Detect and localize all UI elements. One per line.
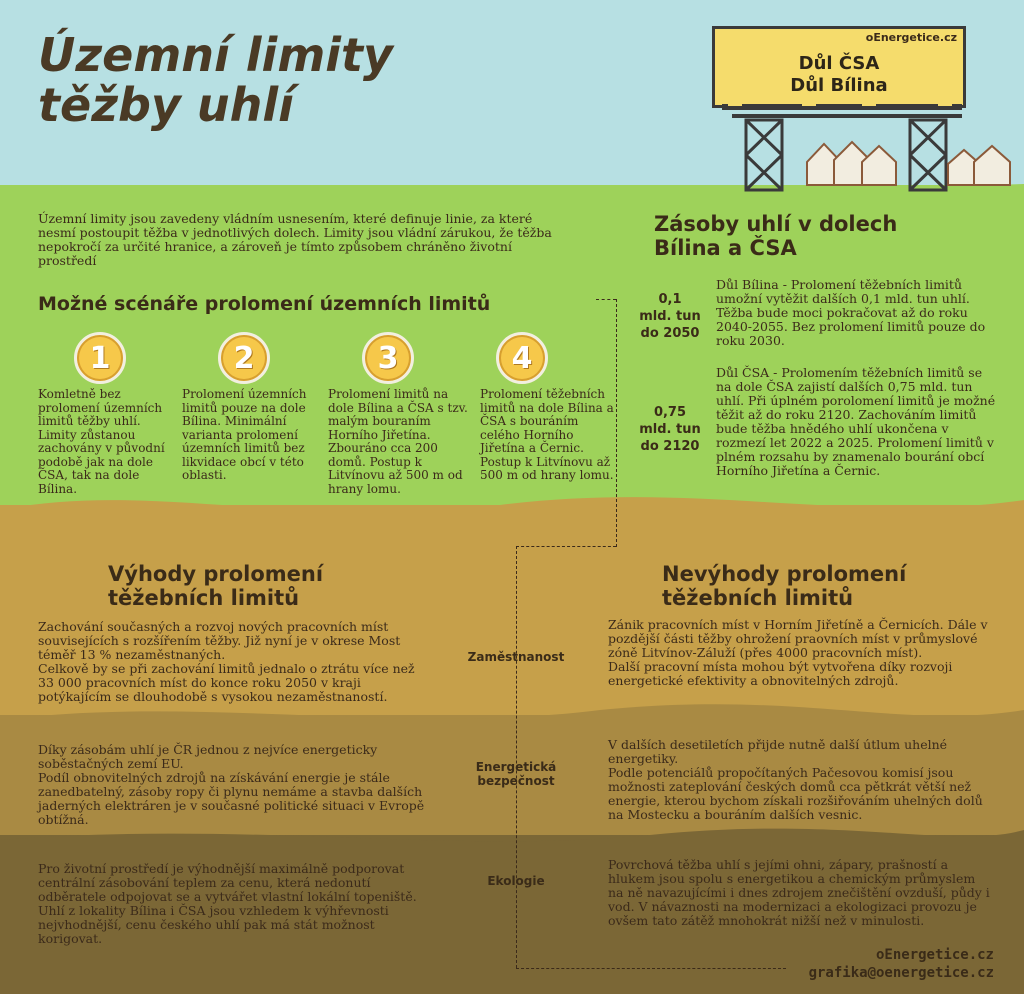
disadvantages-heading-line-1: Nevýhody prolomení [662,562,907,586]
advantages-heading [108,562,368,610]
category-energy-security-line-2: bezpečnost [477,774,555,788]
connector-bottom [516,968,786,969]
connector-horizontal [516,546,616,547]
scenario-4-badge: 4 [496,332,548,384]
title-line-1: Územní limity [38,28,393,82]
disadvantages-heading [662,562,962,610]
billboard-site: oEnergetice.cz [865,31,957,44]
intro-text: Územní limity jsou zavedeny vládním usnesením, které definuje linie, za které nesmí postoupit těžba v jednotlivých dolech. Limity jsou vládní zárukou, že těžba nepokročí za určité hranice, a zároveň je tímto způsobem chráněno životní prostředí [38,211,552,268]
scenario-1-badge: 1 [74,332,126,384]
billboard-mines [715,53,963,97]
reserve-csa-amount [630,404,710,455]
reserve-bilina-amount-line-3: do 2050 [640,326,700,341]
advantages-employment: Zachování současných a rozvoj nových pracovních míst souvisejících s rozšířením těžby. Již nyní je v okrese Most téměř 13 % nezaměstnaných. Celkově by se při zachování limitů jednalo o ztrátu více než 33 000 pracovních míst do konce roku 2050 v kraji potýkajícím se dlouhodobě s vysokou nezaměstnaností. [38,619,415,704]
reserve-bilina-amount-line-1: 0,1 [658,292,682,307]
advantages-heading-line-2: těžebních limitů [108,586,300,610]
billboard-line-1: Důl ČSA [798,53,880,74]
scenarios-connector [596,299,616,300]
page-title [38,30,393,130]
reserve-csa-amount-line-1: 0,75 [653,405,687,420]
footer-site: oEnergetice.cz [875,947,994,963]
footer-email: grafika@oenergetice.cz [808,965,994,981]
advantages-security: Díky zásobám uhlí je ČR jednou z nejvíce energeticky soběstačných zemí EU. Podíl obnovitelných zdrojů na získávání energie je stále zanedbatelný, zásoby ropy či plynu nemáme a stavba dalších jaderných elektráren je v současné politické situaci v Evropě obtížná. [38,742,425,827]
disadvantages-ecology: Povrchová těžba uhlí s jejími ohni, zápary, prašností a hlukem jsou spolu s energetikou a chemickým průmyslem na ně navazujícími i dnes zdrojem znečištění ovzduší, půdy i vod. V návaznosti na modernizaci a ekologizaci provozu je ovšem tato zátěž mnohokrát nižší než v minulosti. [608,857,990,928]
reserve-csa-amount-line-3: do 2120 [640,439,700,454]
scenario-1-text: Komletně bez prolomení územních limitů těžby uhlí. Limity zůstanou zachovány v původní podobě jak na dole ČSA, tak na dole Bílina. [38,387,165,496]
billboard-stand-and-houses [712,100,1022,192]
category-employment: Zaměstnanost [467,650,565,664]
scenario-3-text: Prolomení limitů na dole Bílina a ČSA s tzv. malým bouraním Horního Jiřetína. Zbouráno cca 200 domů. Postup k Litvínovu až 500 m od hrany lomu. [328,387,468,496]
category-energy-security [446,760,586,788]
category-ecology: Ekologie [487,874,545,888]
category-energy-security-line-1: Energetická [475,760,557,774]
scenarios-heading: Možné scénáře prolomení územních limitů [38,293,491,315]
billboard [712,26,966,108]
connector-vertical-right [616,299,617,547]
reserve-csa-amount-line-2: mld. tun [639,422,701,437]
title-line-2: těžby uhlí [38,78,294,132]
advantages-heading-line-1: Výhody prolomení [108,562,324,586]
reserve-bilina-text: Důl Bílina - Prolomení těžebních limitů umožní vytěžit dalších 0,1 mld. tun uhlí. Těžba bude moci pokračovat až do roku 2040-2055. Bez prolomení limitů pouze do roku 2030. [716,277,986,348]
disadvantages-employment: Zánik pracovních míst v Horním Jiřetíně a Černicích. Dále v pozdější části těžby ohrožení praovních míst v průmyslové zóně Litvínov-Záluží (přes 4000 pracovních míst). Další pracovní místa mohou být vytvořena díky rozvoji energetické efektivity a obnovitelných zdrojů. [608,617,988,688]
reserve-bilina-amount-line-2: mld. tun [639,309,701,324]
scenario-3-badge: 3 [362,332,414,384]
disadvantages-security: V dalších desetiletích přijde nutně další útlum uhelné energetiky. Podle potenciálů propočítaných Pačesovou komisí jsou možnosti zateplování českých domů cca pětkrát větší než energie, kterou bychom získali rozšiřováním uhelných dolů na Mostecku a bouráním dalších vesnic. [608,737,983,822]
footer-credits [809,946,994,982]
reserve-csa-text: Důl ČSA - Prolomením těžebních limitů se na dole ČSA zajistí dalších 0,75 mld. tun uhlí. Při úplném porolomení limitů je možné těžit až do roku 2120. Zachováním limitů bude těžba hnědého uhlí ukončena v rozmezí let 2022 a 2025. Prolomení limitů v plném rozsahu by znamenalo bourání obcí Horního Jiřetína a Černic. [716,365,996,478]
scenario-2-text: Prolomení územních limitů pouze na dole Bílina. Minimální varianta prolomení územních limitů bez likvidace obcí v této oblasti. [182,387,307,482]
disadvantages-heading-line-2: těžebních limitů [662,586,854,610]
advantages-ecology: Pro životní prostředí je výhodnější maximálně podporovat centrální zásobování teplem za cenu, která nedonutí odběratele odpojovat se a vytvářet vlastní lokální topeniště. Uhlí z lokality Bílina i ČSA jsou vzhledem k výhřevnosti nejvhodnější, cenu českého uhlí pak má stát možnost korigovat. [38,861,417,946]
scenario-4-text: Prolomení těžebních limitů na dole Bílina a ČSA s bouráním celého Horního Jiřetína a Černic. Postup k Litvínovu až 500 m od hrany lomu. [480,387,614,482]
reserves-heading: Zásoby uhlí v dolech Bílina a ČSA [654,212,898,260]
scenario-2-badge: 2 [218,332,270,384]
connector-vertical-center [516,546,517,968]
reserve-bilina-amount [630,291,710,342]
billboard-line-2: Důl Bílina [790,75,888,96]
